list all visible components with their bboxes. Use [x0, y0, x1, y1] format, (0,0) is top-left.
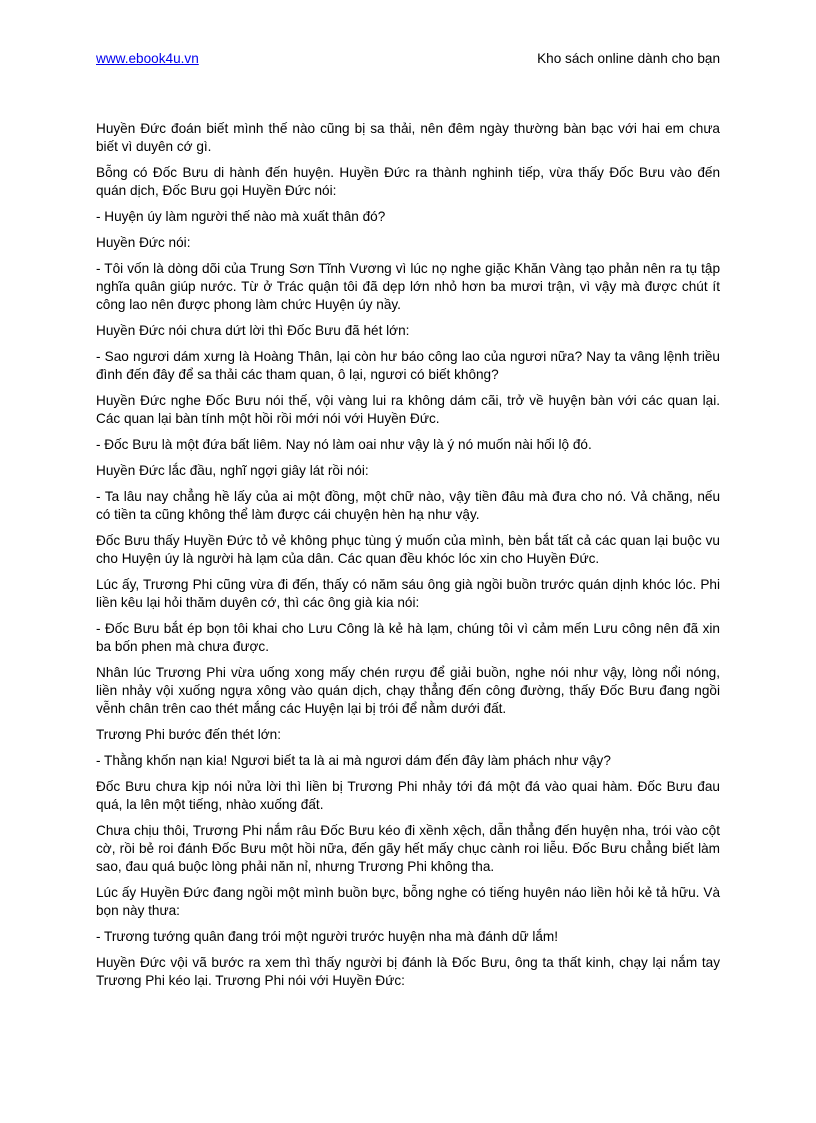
- header-tagline: Kho sách online dành cho bạn: [537, 51, 720, 66]
- page-header: [96, 49, 720, 69]
- paragraph: - Trương tướng quân đang trói một người trước huyện nha mà đánh dữ lắm!: [96, 929, 559, 944]
- paragraph: - Sao ngươi dám xưng là Hoàng Thân, lại còn hư báo công lao của ngươi nữa? Nay ta vâng lệnh triều đình đến đây để sa thải các tham quan, ô lại, ngươi có biết không?: [96, 349, 720, 382]
- paragraph: - Thằng khốn nạn kia! Ngươi biết ta là ai mà ngươi dám đến đây làm phách như vậy?: [96, 753, 611, 768]
- paragraph: - Huyện úy làm người thế nào mà xuất thân đó?: [96, 209, 386, 224]
- paragraph: - Đốc Bưu là một đứa bất liêm. Nay nó làm oai như vậy là ý nó muốn nài hối lộ đó.: [96, 437, 592, 452]
- paragraph: Chưa chịu thôi, Trương Phi nắm râu Đốc Bưu kéo đi xềnh xệch, dẫn thẳng đến huyện nha, trói vào cột cờ, rồi bẻ roi đánh Đốc Bưu một hồi nữa, đến gãy hết mấy chục cành roi liễu. Đốc Bưu chẳng biết làm sao, đau quá buộc lòng phải năn nỉ, nhưng Trương Phi không tha.: [96, 823, 720, 874]
- paragraph: Lúc ấy, Trương Phi cũng vừa đi đến, thấy có năm sáu ông già ngồi buồn trước quán dịnh khóc lóc. Phi liền kêu lại hỏi thăm duyên cớ, thì các ông già kia nói:: [96, 577, 720, 610]
- paragraph: Huyền Đức nghe Đốc Bưu nói thế, vội vàng lui ra không dám cãi, trở về huyện bàn với các quan lại. Các quan lại bàn tính một hồi rồi mới nói với Huyền Đức.: [96, 393, 720, 426]
- site-link[interactable]: www.ebook4u.vn: [96, 51, 199, 66]
- paragraph: Huyền Đức nói:: [96, 235, 191, 250]
- paragraph: Bỗng có Đốc Bưu di hành đến huyện. Huyền Đức ra thành nghinh tiếp, vừa thấy Đốc Bưu vào đến quán dịch, Đốc Bưu gọi Huyền Đức nói:: [96, 165, 720, 198]
- paragraph: Lúc ấy Huyền Đức đang ngồi một mình buồn bực, bỗng nghe có tiếng huyên náo liền hỏi kẻ tả hữu. Và bọn này thưa:: [96, 885, 720, 918]
- paragraph: Đốc Bưu chưa kịp nói nửa lời thì liền bị Trương Phi nhảy tới đá một đá vào quai hàm. Đốc Bưu đau quá, la lên một tiếng, nhào xuống đất.: [96, 779, 720, 812]
- paragraph: Trương Phi bước đến thét lớn:: [96, 727, 281, 742]
- paragraph: - Tôi vốn là dòng dõi của Trung Sơn Tĩnh Vương vì lúc nọ nghe giặc Khăn Vàng tạo phản nên ra tụ tập nghĩa quân giúp nước. Từ ở Trác quận tôi đã dẹp lớn nhỏ hơn ba mươi trận, vì vậy mà được chút ít công lao nên được phong làm chức Huyện úy nầy.: [96, 261, 720, 312]
- paragraph: Huyền Đức vội vã bước ra xem thì thấy người bị đánh là Đốc Bưu, ông ta thất kinh, chạy lại nắm tay Trương Phi kéo lại. Trương Phi nói với Huyền Đức:: [96, 955, 720, 988]
- paragraph: Nhân lúc Trương Phi vừa uống xong mấy chén rượu để giải buồn, nghe nói như vậy, lòng nổi nóng, liền nhảy vội xuống ngựa xông vào quán dịch, chạy thẳng đến công đường, thấy Đốc Bưu đang ngồi vễnh chân trên cao thét mắng các Huyện lại bị trói để nằm dưới đất.: [96, 665, 720, 716]
- paragraph: - Ta lâu nay chẳng hề lấy của ai một đồng, một chữ nào, vậy tiền đâu mà đưa cho nó. Vả chăng, nếu có tiền ta cũng không thể làm được cái chuyện hèn hạ như vậy.: [96, 489, 720, 522]
- paragraph: Huyền Đức nói chưa dứt lời thì Đốc Bưu đã hét lớn:: [96, 323, 410, 338]
- paragraph: Huyền Đức đoán biết mình thế nào cũng bị sa thải, nên đêm ngày thường bàn bạc với hai em chưa biết vì duyên cớ gì.: [96, 121, 720, 154]
- paragraph: Huyền Đức lắc đầu, nghĩ ngợi giây lát rồi nói:: [96, 463, 369, 478]
- paragraph: Đốc Bưu thấy Huyền Đức tỏ vẻ không phục tùng ý muốn của mình, bèn bắt tất cả các quan lại buộc vu cho Huyện úy là người hà lạm của dân. Các quan đều khóc lóc xin cho Huyền Đức.: [96, 533, 720, 566]
- paragraph: - Đốc Bưu bắt ép bọn tôi khai cho Lưu Công là kẻ hà lạm, chúng tôi vì cảm mến Lưu công nên đã xin ba bốn phen mà chưa được.: [96, 621, 720, 654]
- document-body: [96, 120, 720, 998]
